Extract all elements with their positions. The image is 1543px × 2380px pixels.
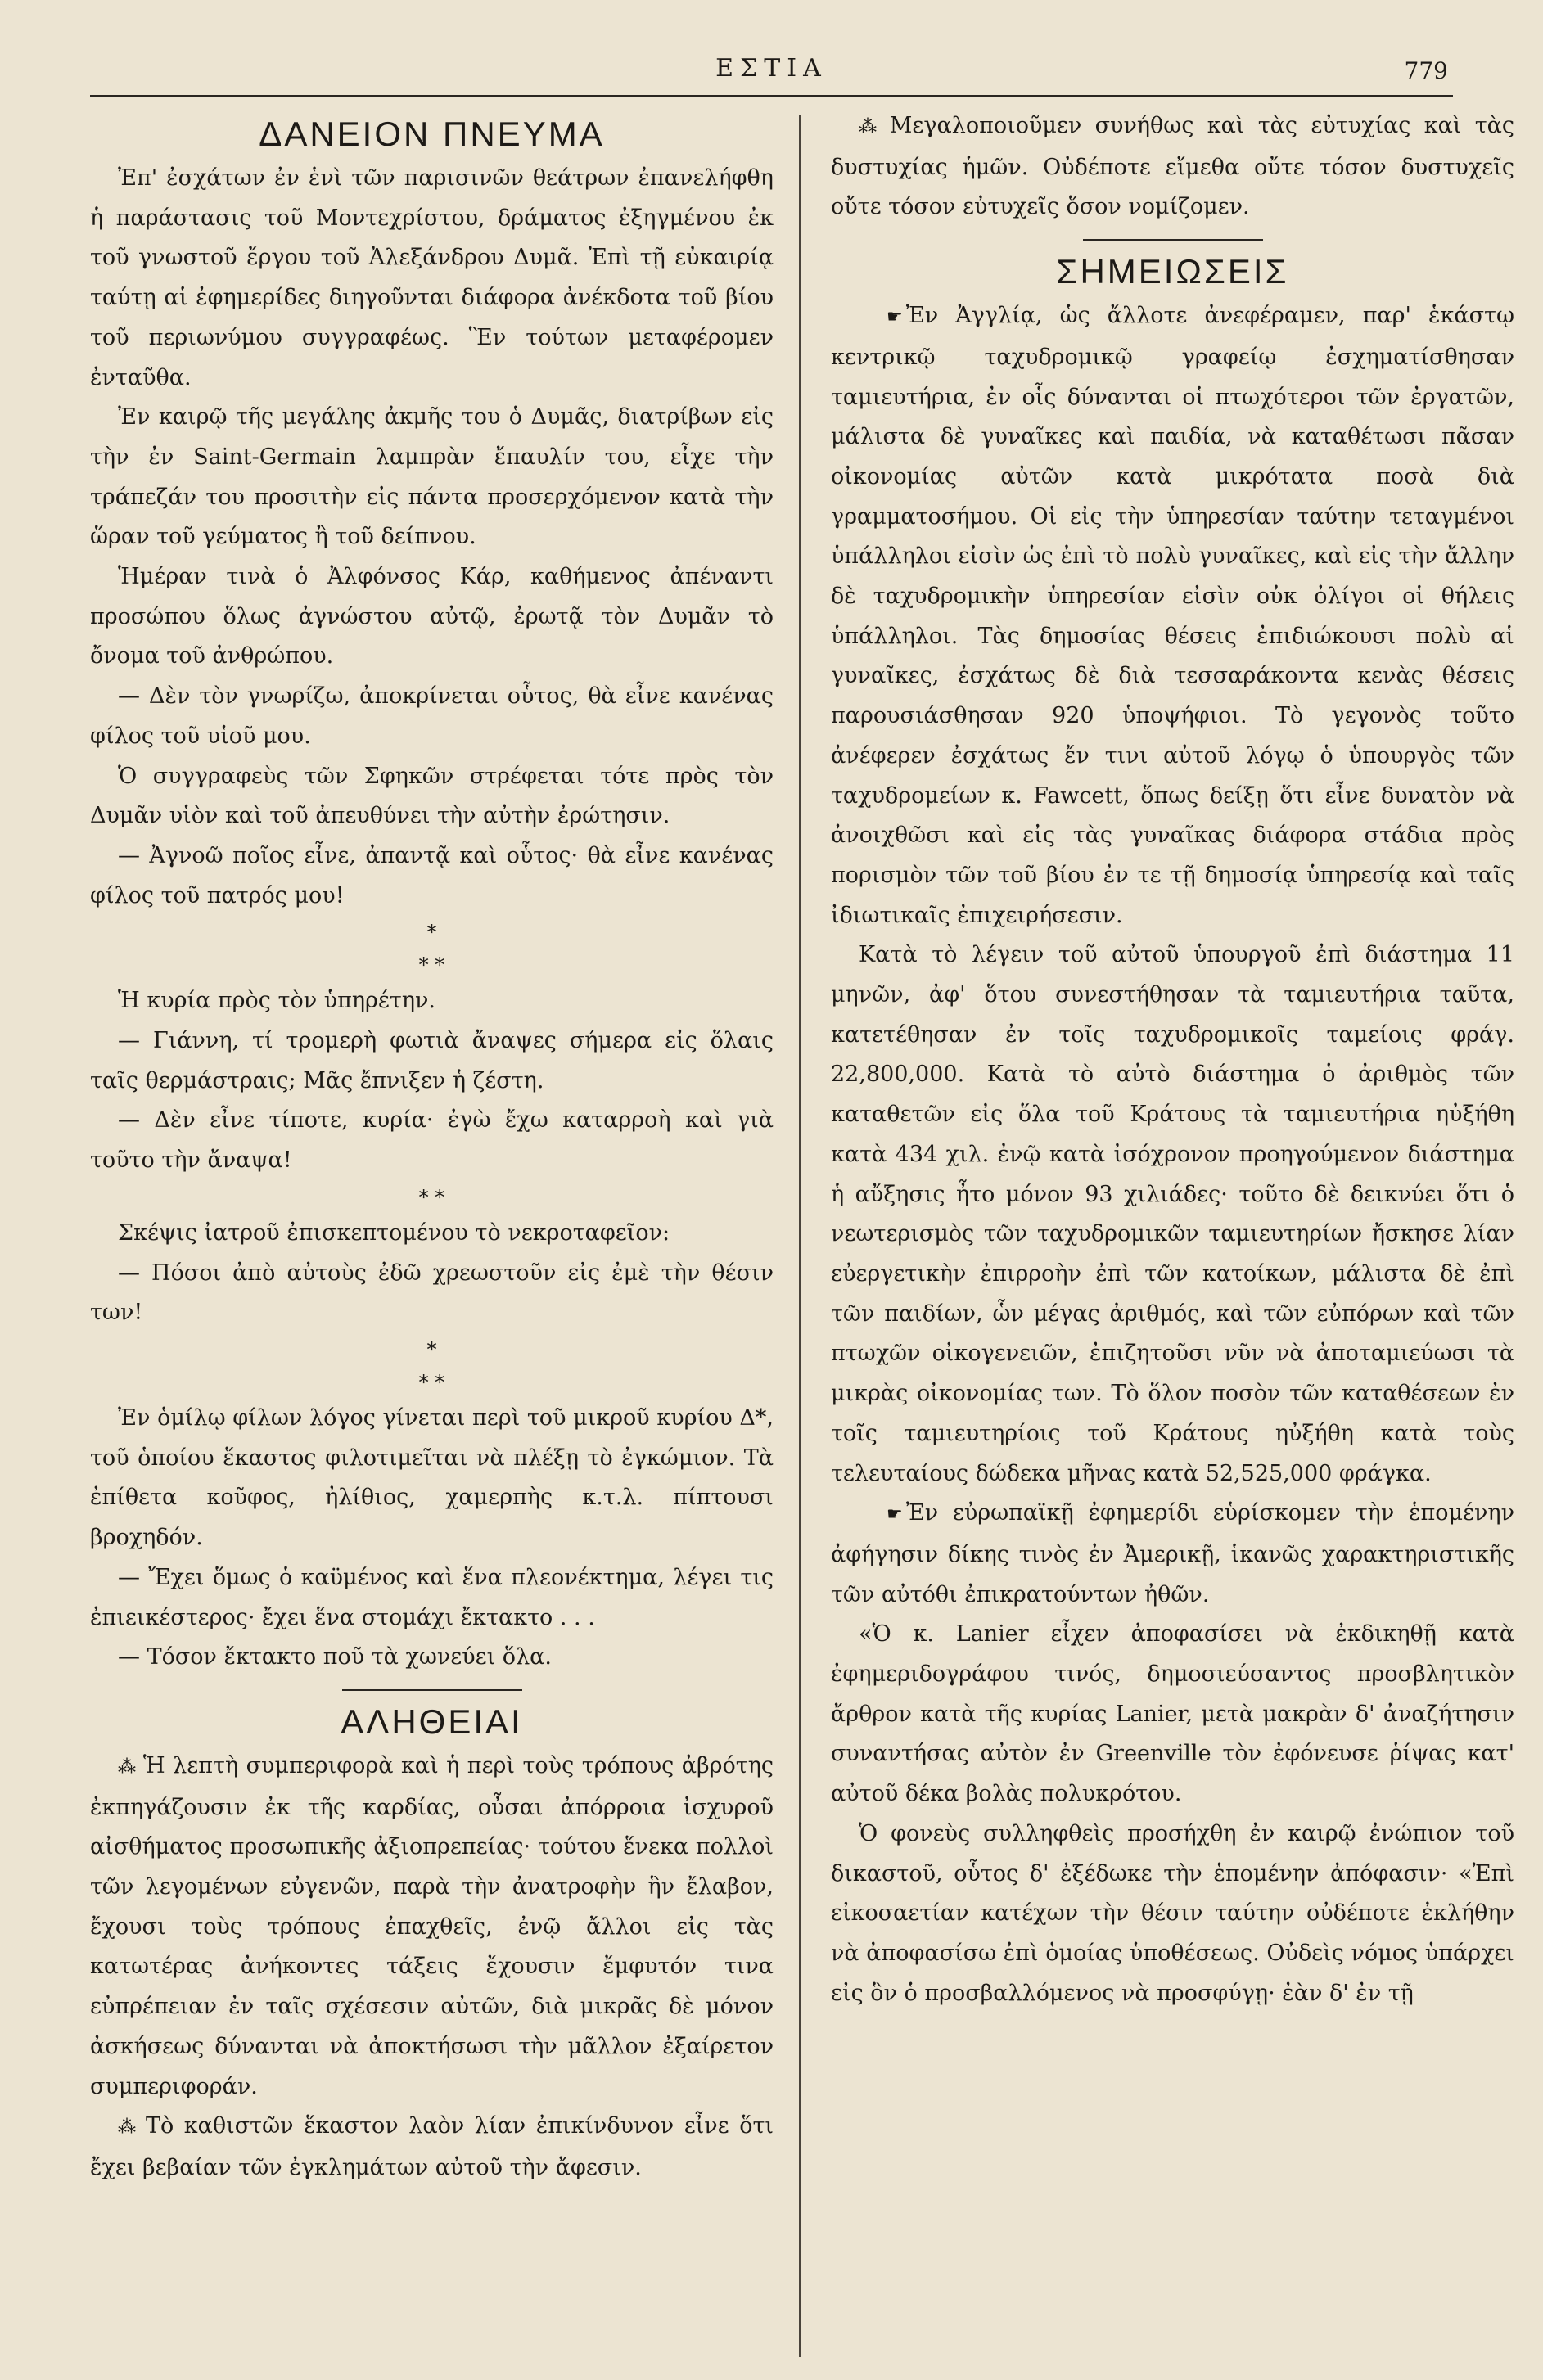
running-head — [90, 51, 1453, 97]
dialog-line: — Ἀγνοῶ ποῖος εἶνε, ἀπαντᾷ καὶ οὗτος· θὰ εἶνε κανένας φίλος τοῦ πατρός μου! — [90, 842, 774, 908]
dialog-line: — Δὲν τὸν γνωρίζω, ἀποκρίνεται οὗτος, θὰ εἶνε κανένας φίλος τοῦ υἱοῦ μου. — [90, 683, 774, 749]
paragraph: Ὁ συγγραφεὺς τῶν Σφηκῶν στρέφεται τότε πρὸς τὸν Δυμᾶν υἱὸν καὶ τοῦ ἀπευθύνει τὴν αὐτὴν ἐρώτησιν. — [90, 763, 774, 829]
section-heading-daneion-pneuma: ΔΑΝΕΙΟΝ ΠΝΕΥΜΑ — [259, 115, 605, 153]
asterism-divider: * * — [418, 1185, 445, 1209]
dialog-line: — Δὲν εἶνε τίποτε, κυρία· ἐγὼ ἔχω καταρροὴ καὶ γιὰ τοῦτο τὴν ἄναψα! — [90, 1107, 774, 1174]
dialog-line: — Τόσον ἔκτακτο ποῦ τὰ χωνεύει ὅλα. — [118, 1644, 552, 1670]
section-rule — [342, 1689, 522, 1691]
dialog-line: — Γιάννη, τί τρομερὴ φωτιὰ ἄναψες σήμερα εἰς ὅλαις ταῖς θερμάστραις; Μᾶς ἔπνιξεν ἡ ζέστη. — [90, 1028, 774, 1093]
paragraph: Κατὰ τὸ λέγειν τοῦ αὐτοῦ ὑπουργοῦ ἐπὶ διάστημα 11 μηνῶν, ἀφ' ὅτου συνεστήθησαν τὰ ταμιευτήρια ταῦτα, κατετέθησαν ἐν τοῖς ταχυδρομικοῖς ταμείοις φράγ. 22,800,000. Κατὰ τὸ αὐτὸ διάστημα ὁ ἀριθμὸς τῶν καταθετῶν εἰς ὅλα τοῦ Κράτους τὰ ταμιευτήρια ηὐξήθη κατὰ 434 χιλ. ἐνῷ κατὰ ἰσόχρονον προηγούμενον διάστημα ἡ αὔξησις ἦτο μόνον 93 χιλιάδες· τοῦτο δὲ δεικνύει ὅτι ὁ νεωτερισμὸς τῶν ταχυδρομικῶν ταμιευτηρίων ἤσκησε λίαν εὐεργετικὴν ἐπιρροὴν ἐπὶ τῶν κατοίκων, μάλιστα δὲ ἐπὶ τῶν παιδίων, ὧν μέγας ἀριθμός, καὶ τῶν εὐπόρων καὶ τῶν πτωχῶν οἰκογενειῶν, ἐπιζητοῦσι νῦν νὰ ἀποταμιεύωσι τὰ μικρὰς οἰκονομίας των. Τὸ ὅλον ποσὸν τῶν καταθέσεων ἐν τοῖς ταμιευτηρίοις τοῦ Κράτους ηὐξήθη κατὰ τοὺς τελευταίους δώδεκα μῆνας κατὰ 52,525,000 φράγκα. — [831, 942, 1514, 1486]
paragraph-text: Ἐν Ἀγγλίᾳ, ὡς ἄλλοτε ἀνεφέραμεν, παρ' ἑκάστῳ κεντρικῷ ταχυδρομικῷ γραφείῳ ἐσχηματίσθησαν ταμιευτήρια, ἐν οἷς δύνανται οἱ πτωχότεροι τῶν ἐργατῶν, μάλιστα δὲ γυναῖκες καὶ παιδία, νὰ καταθέτωσι πᾶσαν οἰκονομίας αὐτῶν κατὰ μικρότατα ποσὰ διὰ γραμματοσήμου. Οἱ εἰς τὴν ὑπηρεσίαν ταύτην τεταγμένοι ὑπάλληλοι εἰσὶν ὡς ἐπὶ τὸ πολὺ γυναῖκες, καὶ εἰς τὴν ἄλλην δὲ ταχυδρομικὴν ὑπηρεσίαν εἰσὶν οὐκ ὀλίγοι οἱ θήλεις ὑπάλληλοι. Τὰς δημοσίας θέσεις ἐπιδιώκουσι πολὺ αἱ γυναῖκες, ἐσχάτως δὲ διὰ τεσσαράκοντα κενὰς θέσεις παρουσιάσθησαν 920 ὑποψήφιοι. Τὸ γεγονὸς τοῦτο ἀνέφερεν ἐσχάτως ἔν τινι αὐτοῦ λόγῳ ὁ ὑπουργὸς τῶν ταχυδρομείων κ. Fawcett, ὅπως δείξῃ ὅτι εἶνε δυνατὸν νὰ ἀνοιχθῶσι καὶ εἰς τὰς γυναῖκας διάφορα στάδια πρὸς πορισμὸν τῶν τοῦ βίου ἐν τε τῇ δημοσίᾳ ὑπηρεσίᾳ καὶ ταῖς ἰδιωτικαῖς ἐπιχειρήσεσιν. — [831, 303, 1514, 928]
asterism-icon: ⁂ — [859, 117, 885, 137]
right-column — [831, 106, 1514, 2365]
paragraph: Ἡ κυρία πρὸς τὸν ὑπηρέτην. — [118, 988, 436, 1014]
paragraph-text: Ἐν εὐρωπαϊκῇ ἐφημερίδι εὑρίσκομεν τὴν ἑπομένην ἀφήγησιν δίκης τινὸς ἐν Ἀμερικῇ, ἱκανῶς χαρακτηριστικῆς τῶν αὐτόθι ἐπικρατούντων ἠθῶν. — [831, 1500, 1514, 1607]
section-heading-semeioseis: ΣΗΜΕΙΩΣΕΙΣ — [1056, 252, 1289, 291]
asterism-icon: ⁂ — [118, 1756, 138, 1778]
paragraph — [831, 296, 1514, 935]
paragraph — [90, 1747, 774, 2107]
paragraph: Ἐν καιρῷ τῆς μεγάλης ἀκμῆς του ὁ Δυμᾶς, διατρίβων εἰς τὴν ἐν Saint-Germain λαμπρὰν ἔπαυλίν του, εἶχε τὴν τράπεζάν του προσιτὴν εἰς πάντα προσερχόμενον κατὰ τὴν ὥραν τοῦ γεύματος ἢ τοῦ δείπνου. — [90, 404, 774, 550]
page-number: 779 — [1404, 57, 1448, 84]
left-column — [90, 106, 774, 2365]
pointing-hand-icon: ☛ — [887, 307, 900, 328]
section-rule — [1083, 239, 1263, 241]
journal-title: ΕΣΤΙΑ — [715, 54, 828, 83]
paragraph: Ὁ φονεὺς συλληφθεὶς προσήχθη ἐν καιρῷ ἐνώπιον τοῦ δικαστοῦ, οὗτος δ' ἐξέδωκε τὴν ἑπομένην ἀπόφασιν· «Ἐπὶ εἰκοσαετίαν κατέχων τὴν θέσιν ταύτην οὐδέποτε ἐκλήθην νὰ ἀποφασίσω ἐπὶ ὁμοίας ὑποθέσεως. Οὐδεὶς νόμος ὑπάρχει εἰς ὃν ὁ προσβαλλόμενος νὰ προσφύγῃ· ἐὰν δ' ἐν τῇ — [831, 1820, 1514, 2006]
dialog-line: — Ἔχει ὅμως ὁ καϋμένος καὶ ἕνα πλεονέκτημα, λέγει τις ἐπιεικέστερος· ἔχει ἕνα στομάχι ἔκτακτο . . . — [90, 1564, 774, 1630]
section-heading-aletheiai: ΑΛΗΘΕΙΑΙ — [341, 1702, 523, 1741]
paragraph: Ἐπ' ἐσχάτων ἐν ἑνὶ τῶν παρισινῶν θεάτρων ἐπανελήφθη ἡ παράστασις τοῦ Μοντεχρίστου, δράματος ἐξηγμένου ἐκ τοῦ γνωστοῦ ἔργου τοῦ Ἀλεξάνδρου Δυμᾶ. Ἐπὶ τῇ εὐκαιρίᾳ ταύτῃ αἱ ἐφημερίδες διηγοῦνται διάφορα ἀνέκδοτα τοῦ βίου τοῦ περιωνύμου συγγραφέως. Ἓν τούτων μεταφέρομεν ἐνταῦθα. — [90, 165, 774, 390]
paragraph: Σκέψις ἰατροῦ ἐπισκεπτομένου τὸ νεκροταφεῖον: — [118, 1219, 670, 1246]
asterism-divider: * * * — [418, 1337, 445, 1394]
column-divider — [799, 115, 801, 2357]
asterism-icon: ⁂ — [118, 2117, 141, 2139]
dialog-line: — Πόσοι ἀπὸ αὐτοὺς ἐδῶ χρεωστοῦν εἰς ἐμὲ τὴν θέσιν των! — [90, 1260, 774, 1326]
paragraph: Ἡμέραν τινὰ ὁ Ἀλφόνσος Κάρ, καθήμενος ἀπέναντι προσώπου ὅλως ἀγνώστου αὐτῷ, ἐρωτᾷ τὸν Δυμᾶν τὸ ὄνομα τοῦ ἀνθρώπου. — [90, 564, 774, 669]
paragraph: Ἐν ὁμίλῳ φίλων λόγος γίνεται περὶ τοῦ μικροῦ κυρίου Δ*, τοῦ ὁποίου ἕκαστος φιλοτιμεῖται νὰ πλέξῃ τὸ ἐγκώμιον. Τὰ ἐπίθετα κοῦφος, ἠλίθιος, χαμερπὴς κ.τ.λ. πίπτουσι βροχηδόν. — [90, 1404, 774, 1551]
pointing-hand-icon: ☛ — [887, 1504, 900, 1526]
paragraph-text: Μεγαλοποιοῦμεν συνήθως καὶ τὰς εὐτυχίας καὶ τὰς δυστυχίας ἡμῶν. Οὐδέποτε εἴμεθα οὔτε τόσον δυστυχεῖς οὔτε τόσον εὐτυχεῖς ὅσον νομίζομεν. — [831, 113, 1514, 220]
paragraph-text: Ἡ λεπτὴ συμπεριφορὰ καὶ ἡ περὶ τοὺς τρόπους ἀβρότης ἐκπηγάζουσιν ἐκ τῆς καρδίας, οὖσαι ἀπόρροια ἰσχυροῦ αἰσθήματος προσωπικῆς ἀξιοπρεπείας· τούτου ἕνεκα πολλοὶ τῶν λεγομένων εὐγενῶν, παρὰ τὴν ἀνατροφὴν ἣν ἔλαβον, ἔχουσι τοὺς τρόπους ἐπαχθεῖς, ἐνῷ ἄλλοι εἰς τὰς κατωτέρας ἀνήκοντες τάξεις ἔχουσιν ἔμφυτόν τινα εὐπρέπειαν ἐν ταῖς σχέσεσιν αὐτῶν, διὰ μικρᾶς δὲ μόνον ἀσκήσεως δύνανται νὰ ἀποκτήσωσι τὴν μᾶλλον ἐξαίρετον συμπεριφοράν. — [90, 1752, 774, 2099]
paragraph: «Ὁ κ. Lanier εἶχεν ἀποφασίσει νὰ ἐκδικηθῇ κατὰ ἐφημεριδογράφου τινός, δημοσιεύσαντος προσβλητικὸν ἄρθρον κατὰ τῆς κυρίας Lanier, μετὰ μακρὰν δ' ἀναζήτησιν συναντήσας αὐτὸν ἐν Greenville τὸν ἐφόνευσε ῥίψας κατ' αὐτοῦ δέκα βολὰς πολυκρότου. — [831, 1621, 1514, 1807]
paragraph-text: Τὸ καθιστῶν ἕκαστον λαὸν λίαν ἐπικίνδυνον εἶνε ὅτι ἔχει βεβαίαν τῶν ἐγκλημάτων αὐτοῦ τὴν ἄφεσιν. — [90, 2113, 774, 2180]
asterism-divider: * * * — [418, 921, 445, 977]
paragraph — [831, 1494, 1514, 1615]
paragraph — [831, 106, 1514, 228]
paragraph — [90, 2107, 774, 2188]
